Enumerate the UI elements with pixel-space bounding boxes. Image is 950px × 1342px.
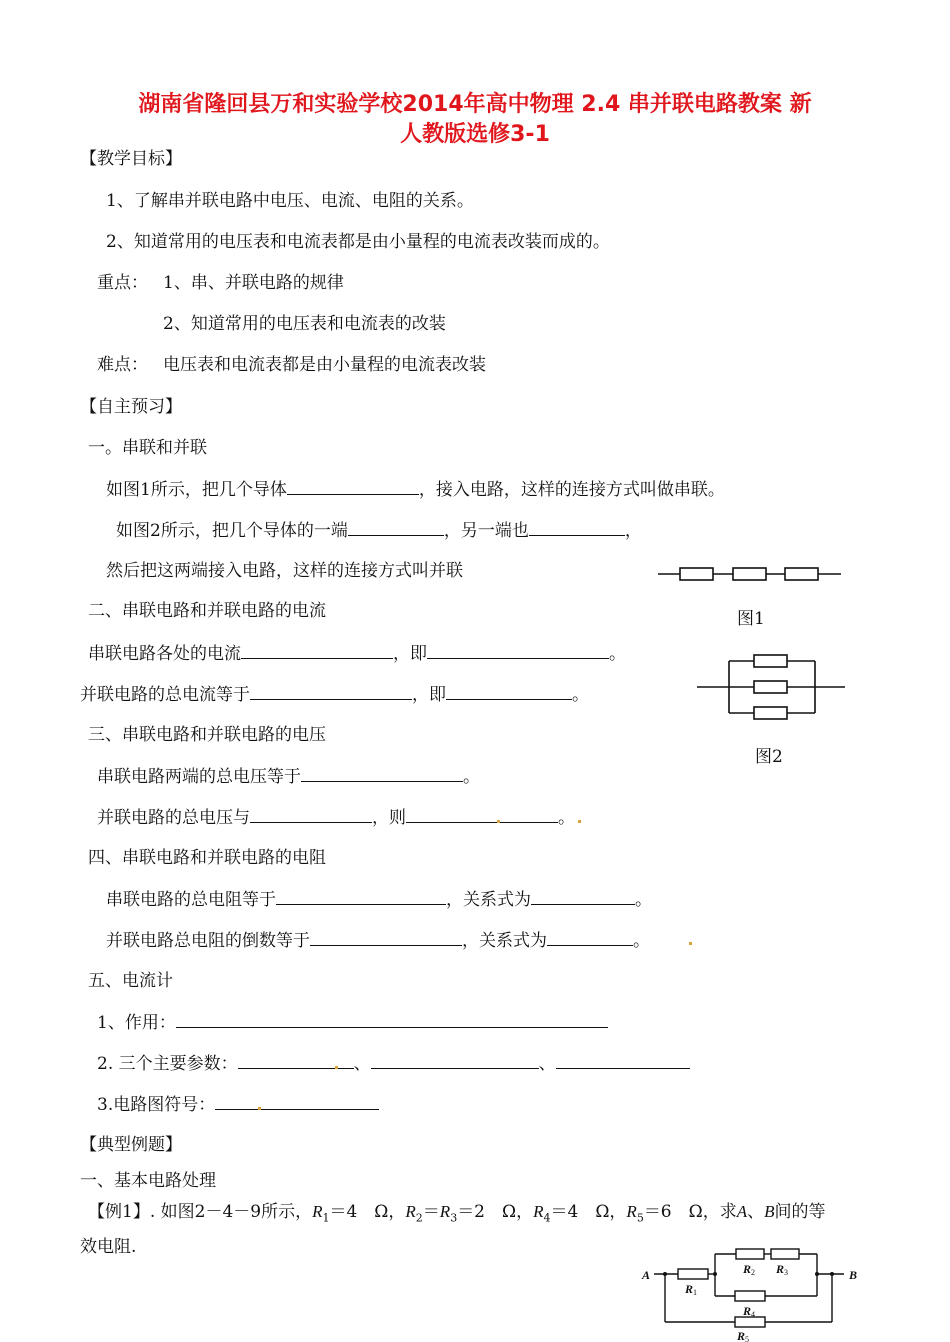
fill-line-series: 如图1所示，把几个导体 ，接入电路，这样的连接方式叫做串联。	[106, 480, 725, 500]
fill-line-series-current: 串联电路各处的电流 ，即 。	[88, 644, 626, 664]
answer-blank[interactable]	[371, 1052, 539, 1069]
subsection-series-parallel: 一。串联和并联	[88, 438, 207, 458]
terminal-b-label: B	[849, 1268, 858, 1282]
r4-label: R	[743, 1304, 752, 1318]
example-1-text: 【例1】. 如图2－4－9所示，$R_1=4$ Ω，$R_2=R_3=2$ Ω，$R_4=4$ Ω，$R_5=6$ Ω，求A、B间的等	[88, 1202, 826, 1225]
svg-text:5: 5	[745, 1335, 749, 1342]
fill-line-series-resistance: 串联电路的总电阻等于 ，关系式为 。	[106, 890, 652, 910]
key-points-label: 重点：	[97, 273, 148, 293]
r5-label: R	[737, 1329, 746, 1342]
answer-blank[interactable]	[529, 519, 625, 536]
answer-blank[interactable]	[301, 765, 463, 782]
answer-blank[interactable]	[427, 642, 609, 659]
example-1-text-cont: 效电阻.	[80, 1237, 137, 1257]
answer-blank[interactable]	[547, 929, 633, 946]
answer-blank[interactable]	[176, 1011, 608, 1028]
stray-dot	[689, 942, 692, 945]
answer-blank[interactable]	[241, 642, 393, 659]
key-point-1: 1、串、并联电路的规律	[163, 273, 344, 293]
answer-blank[interactable]	[348, 519, 444, 536]
r1-label: R	[685, 1282, 694, 1296]
fill-line-symbol: 3.电路图符号：	[97, 1093, 379, 1116]
answer-blank[interactable]	[215, 1093, 379, 1110]
parallel-definition: 然后把这两端接入电路，这样的连接方式叫并联	[106, 561, 463, 581]
figure-2-caption: 图2	[755, 747, 783, 767]
svg-text:3: 3	[784, 1268, 788, 1277]
fill-line-parallel-current: 并联电路的总电流等于 ，即 。	[80, 685, 589, 705]
subsection-galvanometer: 五、电流计	[88, 971, 173, 991]
figure-1-series-circuit	[658, 560, 843, 590]
difficulty-text: 电压表和电流表都是由小量程的电流表改装	[163, 355, 486, 375]
answer-blank[interactable]	[531, 888, 635, 905]
answer-blank[interactable]	[276, 888, 446, 905]
subsection-basic-circuit: 一、基本电路处理	[80, 1171, 216, 1191]
goal-1: 1、了解串并联电路中电压、电流、电阻的关系。	[106, 191, 474, 211]
difficulty-label: 难点：	[97, 355, 148, 375]
answer-blank[interactable]	[250, 683, 412, 700]
example-1-circuit-diagram	[640, 1244, 865, 1342]
section-heading-examples: 【典型例题】	[80, 1135, 182, 1155]
svg-text:4: 4	[751, 1310, 755, 1319]
stray-dot	[258, 1107, 261, 1110]
terminal-a-label: A	[642, 1268, 651, 1282]
subsection-resistance: 四、串联电路和并联电路的电阻	[88, 848, 326, 868]
r3-label: R	[776, 1262, 785, 1276]
answer-blank[interactable]	[556, 1052, 690, 1069]
figure-1-caption: 图1	[737, 609, 765, 629]
subsection-voltage: 三、串联电路和并联电路的电压	[88, 725, 326, 745]
answer-blank[interactable]	[287, 478, 419, 495]
answer-blank[interactable]	[310, 929, 462, 946]
fill-line-parallel: 如图2所示，把几个导体的一端 ，另一端也 ，	[116, 521, 642, 541]
figure-2-parallel-circuit	[697, 652, 847, 722]
doc-title-line1: 湖南省隆回县万和实验学校2014年高中物理 2.4 串并联电路教案 新	[138, 92, 812, 117]
key-point-2: 2、知道常用的电压表和电流表的改装	[163, 314, 446, 334]
stray-dot	[578, 820, 581, 823]
section-heading-goals: 【教学目标】	[80, 149, 182, 169]
section-heading-preview: 【自主预习】	[80, 397, 182, 417]
doc-title-line2: 人教版选修3-1	[400, 122, 550, 147]
answer-blank[interactable]	[446, 683, 572, 700]
answer-blank[interactable]	[406, 806, 558, 823]
svg-text:2: 2	[751, 1268, 755, 1277]
r2-label: R	[743, 1262, 752, 1276]
fill-line-parallel-voltage: 并联电路的总电压与 ，则 。	[97, 808, 575, 828]
fill-line-series-voltage: 串联电路两端的总电压等于 。	[97, 767, 480, 787]
answer-blank[interactable]	[250, 806, 372, 823]
fill-line-parameters: 2. 三个主要参数： 、 、	[97, 1052, 690, 1075]
svg-text:1: 1	[693, 1288, 697, 1297]
stray-dot	[497, 820, 500, 823]
fill-line-function: 1、作用：	[97, 1011, 608, 1034]
stray-dot	[335, 1066, 338, 1069]
subsection-current: 二、串联电路和并联电路的电流	[88, 601, 326, 621]
fill-line-parallel-resistance: 并联电路总电阻的倒数等于 ，关系式为 。	[106, 931, 650, 951]
goal-2: 2、知道常用的电压表和电流表都是由小量程的电流表改装而成的。	[106, 232, 610, 252]
